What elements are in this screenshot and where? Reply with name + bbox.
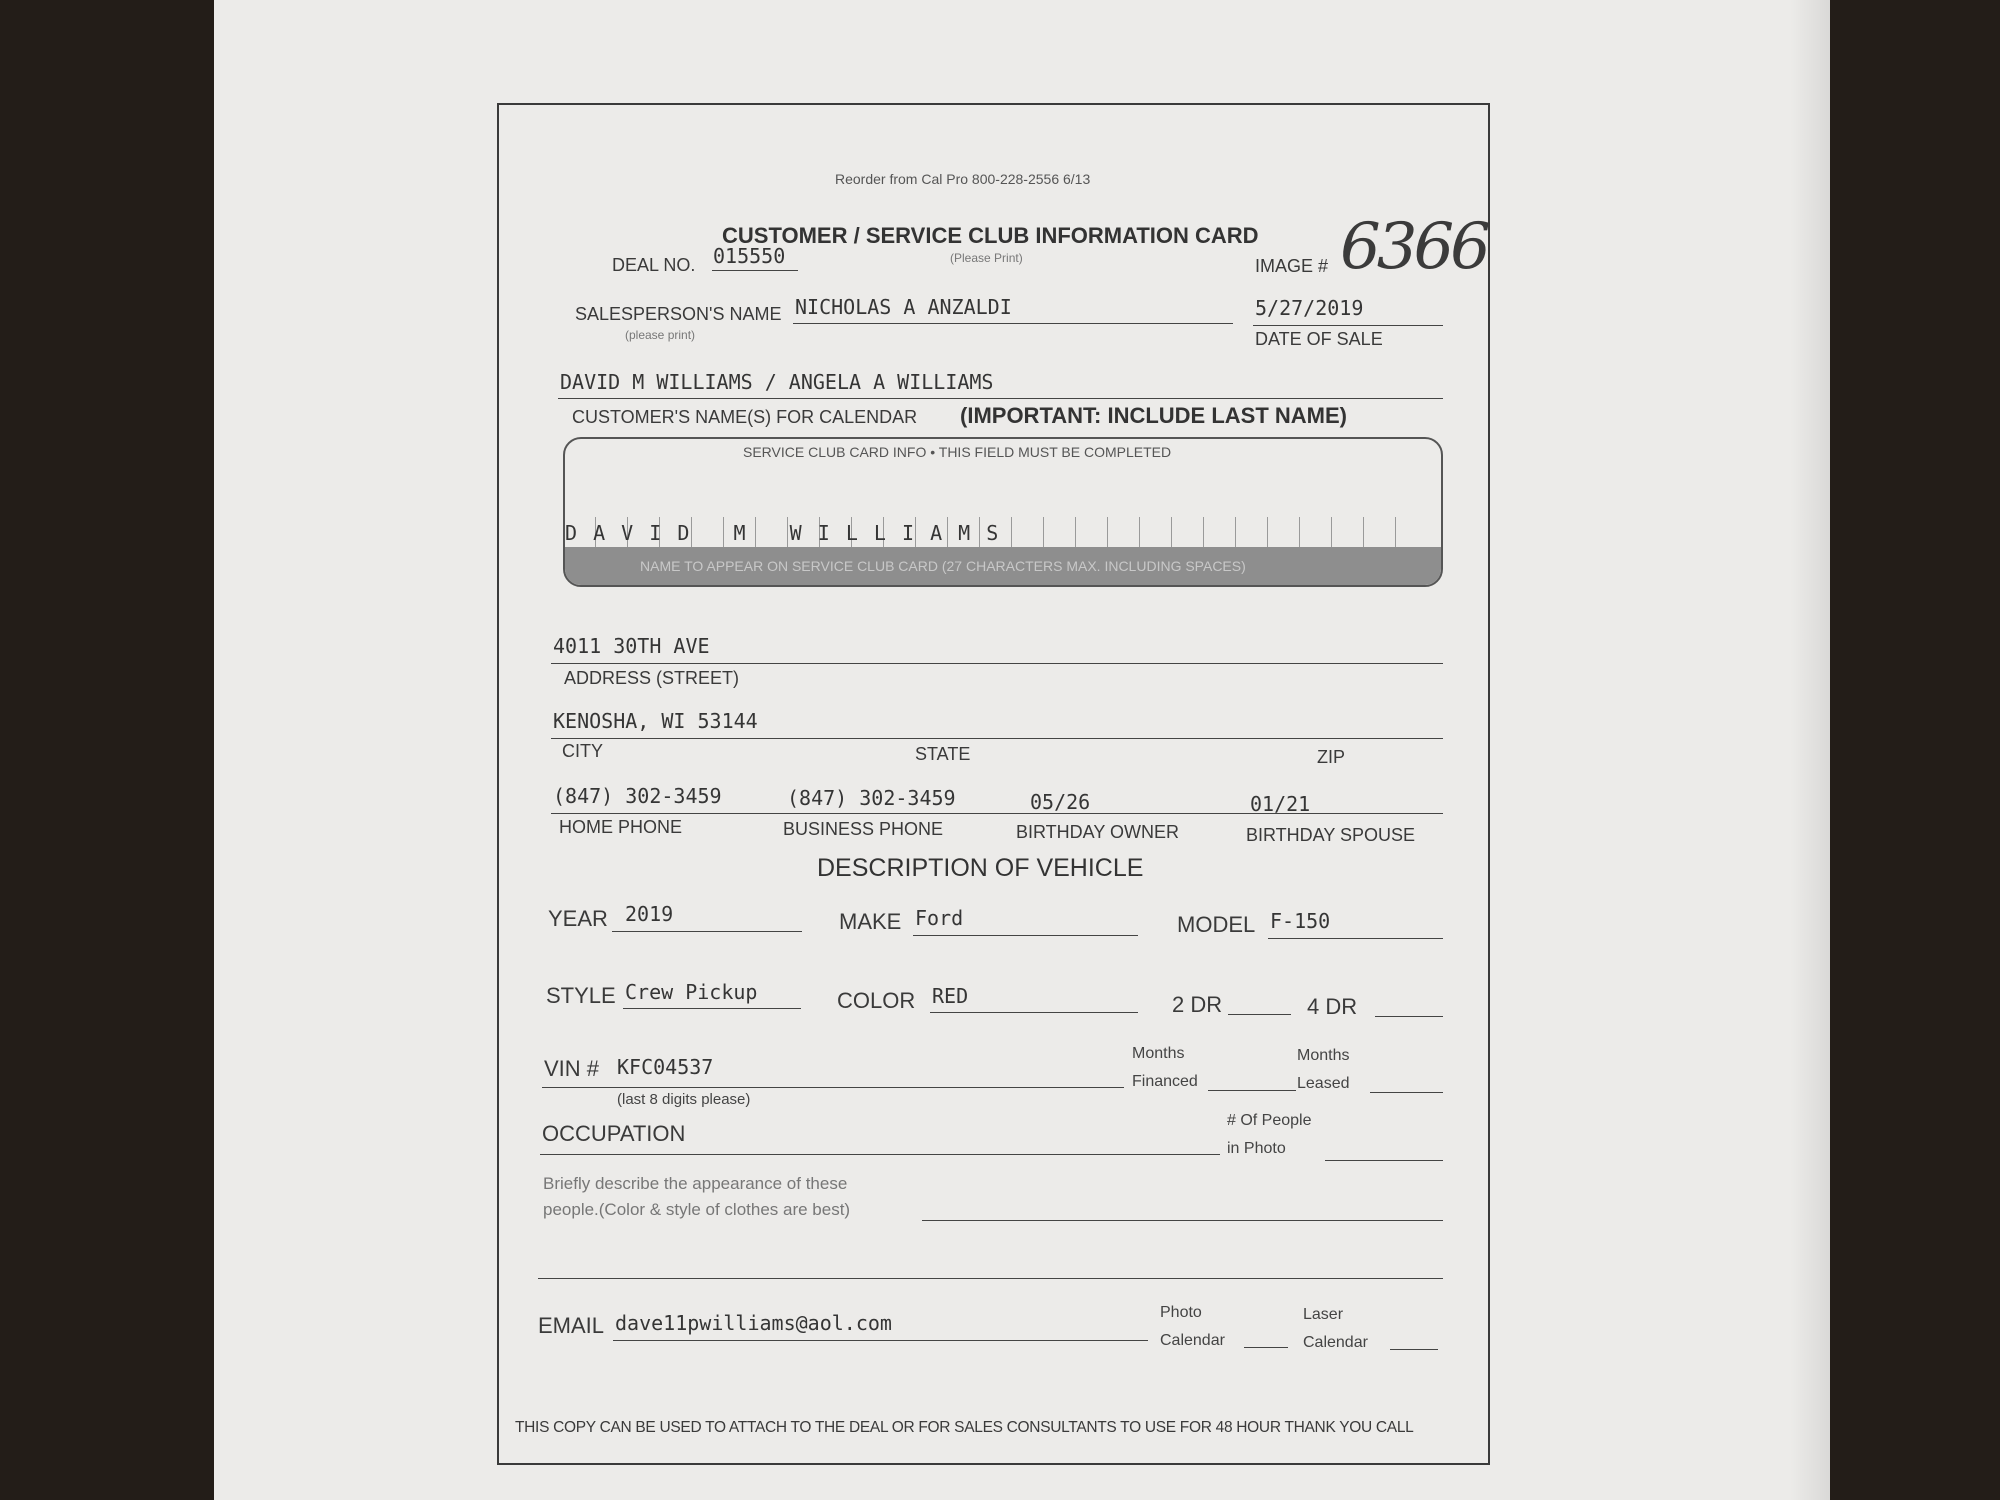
form-title: CUSTOMER / SERVICE CLUB INFORMATION CARD [722, 223, 1259, 248]
email-line [613, 1340, 1148, 1341]
four-door-label: 4 DR [1307, 994, 1358, 1019]
char-tick [1011, 517, 1012, 551]
contact-line [551, 813, 1443, 814]
service-club-footer-bar [565, 547, 1441, 585]
char-tick [1267, 517, 1268, 551]
style-value: Crew Pickup [625, 980, 758, 1004]
date-of-sale-label: DATE OF SALE [1255, 329, 1383, 349]
people-in-photo-line [1325, 1160, 1443, 1161]
char-tick [1395, 517, 1396, 551]
char-tick [1235, 517, 1236, 551]
color-value: RED [932, 984, 969, 1008]
customer-names-line [558, 398, 1443, 399]
describe-line-a [922, 1220, 1443, 1221]
business-phone-value: (847) 302-3459 [787, 786, 956, 810]
city-label: CITY [562, 741, 604, 761]
char-tick [1107, 517, 1108, 551]
months-leased-line [1370, 1092, 1443, 1093]
salesperson-value: NICHOLAS A ANZALDI [795, 295, 1012, 319]
color-label: COLOR [837, 988, 916, 1013]
vin-label: VIN # [544, 1056, 600, 1081]
two-door-label: 2 DR [1172, 992, 1223, 1017]
footer-note: THIS COPY CAN BE USED TO ATTACH TO THE DEAL OR FOR SALES CONSULTANTS TO USE FOR 48 HOUR THANK YOU CALL [515, 1419, 1414, 1436]
email-label: EMAIL [538, 1313, 605, 1338]
describe-line-b [538, 1278, 1443, 1279]
year-value: 2019 [625, 902, 674, 926]
birthday-spouse-value: 01/21 [1250, 792, 1311, 816]
char-tick [1363, 517, 1364, 551]
photo-calendar-bottom: Calendar [1160, 1332, 1225, 1349]
paper-shadow [1790, 0, 1830, 1500]
state-label: STATE [915, 744, 971, 764]
email-value: dave11pwilliams@aol.com [615, 1311, 892, 1335]
months-leased-bottom: Leased [1297, 1075, 1350, 1092]
people-in-photo-top: # Of People [1227, 1112, 1312, 1129]
model-label: MODEL [1177, 912, 1256, 937]
char-tick [1203, 517, 1204, 551]
color-line [930, 1012, 1138, 1013]
months-financed-line [1208, 1090, 1296, 1091]
customer-names-value: DAVID M WILLIAMS / ANGELA A WILLIAMS [560, 370, 994, 394]
street-line [551, 663, 1443, 664]
date-of-sale-value: 5/27/2019 [1255, 296, 1364, 320]
laser-calendar-bottom: Calendar [1303, 1334, 1368, 1351]
birthday-owner-value: 05/26 [1030, 790, 1091, 814]
service-club-footer: NAME TO APPEAR ON SERVICE CLUB CARD (27 CHARACTERS MAX. INCLUDING SPACES) [640, 558, 1246, 574]
char-tick [1331, 517, 1332, 551]
photo-calendar-top: Photo [1160, 1304, 1202, 1321]
service-club-box [563, 437, 1443, 587]
city-value: KENOSHA, WI 53144 [553, 709, 758, 733]
four-door-line [1375, 1016, 1443, 1017]
vin-line [542, 1087, 1124, 1088]
reorder-note: Reorder from Cal Pro 800-228-2556 6/13 [835, 171, 1091, 187]
year-line [612, 931, 802, 932]
vin-hint: (last 8 digits please) [617, 1091, 751, 1108]
home-phone-label: HOME PHONE [559, 817, 683, 837]
city-line [551, 738, 1443, 739]
char-tick [1043, 517, 1044, 551]
style-label: STYLE [546, 983, 616, 1008]
model-line [1268, 938, 1443, 939]
model-value: F-150 [1270, 909, 1331, 933]
customer-names-label: CUSTOMER'S NAME(S) FOR CALENDAR [572, 407, 918, 427]
birthday-spouse-label: BIRTHDAY SPOUSE [1246, 825, 1416, 845]
photo-calendar-line [1244, 1347, 1288, 1348]
char-tick [1139, 517, 1140, 551]
birthday-owner-label: BIRTHDAY OWNER [1016, 822, 1180, 842]
vehicle-heading: DESCRIPTION OF VEHICLE [817, 854, 1144, 882]
describe-line-1: Briefly describe the appearance of these [543, 1174, 848, 1193]
char-tick [1075, 517, 1076, 551]
make-line [913, 935, 1138, 936]
salesperson-line [793, 323, 1233, 324]
image-number-handwritten: 6366 [1340, 210, 1487, 284]
vin-value: KFC04537 [617, 1055, 714, 1079]
describe-line-2: people.(Color & style of clothes are best) [543, 1200, 851, 1219]
occupation-label: OCCUPATION [542, 1121, 686, 1146]
make-label: MAKE [839, 909, 902, 934]
service-club-card-name: D A V I D M W I L L I A M S [565, 521, 1001, 545]
street-value: 4011 30TH AVE [553, 634, 710, 658]
deal-no-line [712, 270, 798, 271]
style-line [623, 1008, 801, 1009]
deal-no-label: DEAL NO. [612, 255, 696, 275]
street-label: ADDRESS (STREET) [564, 668, 740, 688]
laser-calendar-line [1390, 1349, 1438, 1350]
people-in-photo-bottom: in Photo [1227, 1140, 1286, 1157]
char-tick [1299, 517, 1300, 551]
months-leased-top: Months [1297, 1047, 1350, 1064]
char-tick [1171, 517, 1172, 551]
laser-calendar-top: Laser [1303, 1306, 1344, 1323]
occupation-line [540, 1154, 1220, 1155]
service-club-heading: SERVICE CLUB CARD INFO • THIS FIELD MUST BE COMPLETED [743, 444, 1172, 460]
year-label: YEAR [548, 906, 608, 931]
please-print-note: (Please Print) [950, 251, 1023, 265]
date-of-sale-line [1253, 325, 1443, 326]
months-financed-bottom: Financed [1132, 1073, 1198, 1090]
business-phone-label: BUSINESS PHONE [783, 819, 944, 839]
make-value: Ford [915, 906, 964, 930]
salesperson-hint: (please print) [625, 328, 696, 342]
image-label: IMAGE # [1255, 256, 1329, 276]
home-phone-value: (847) 302-3459 [553, 784, 722, 808]
deal-no-value: 015550 [713, 244, 786, 268]
two-door-line [1228, 1014, 1291, 1015]
months-financed-top: Months [1132, 1045, 1185, 1062]
important-note: (IMPORTANT: INCLUDE LAST NAME) [960, 403, 1347, 428]
zip-label: ZIP [1317, 747, 1346, 767]
salesperson-label: SALESPERSON'S NAME [575, 304, 782, 324]
